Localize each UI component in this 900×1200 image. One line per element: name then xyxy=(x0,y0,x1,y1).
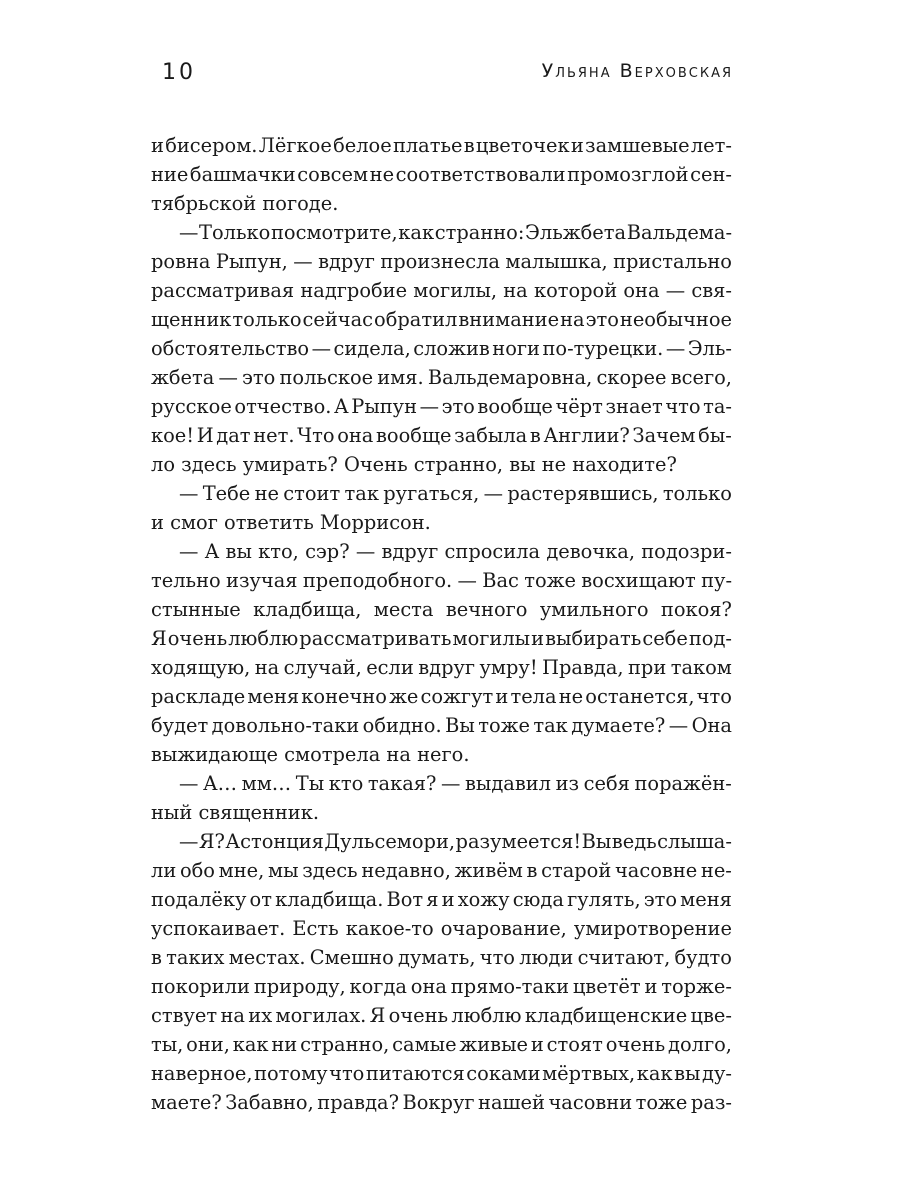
text-line: — А вы кто, сэр? — вдруг спросила девочка, подозри- xyxy=(179,540,732,563)
text-line: рассматривая надгробие могилы, на которой она — свя- xyxy=(151,279,732,302)
text-line: выжидающе смотрела на него. xyxy=(151,743,470,766)
page-number: 10 xyxy=(162,60,196,85)
text-line: ный священник. xyxy=(151,801,320,824)
text-line: и смог ответить Моррисон. xyxy=(151,511,431,534)
running-head-author: Ульяна Верховская xyxy=(541,60,733,82)
text-line: раскладе меня конечно же сожгут и тела не останется, что xyxy=(151,685,732,708)
text-line: подалёку от кладбища. Вот я и хожу сюда гулять, это меня xyxy=(151,888,732,911)
text-line: тельно изучая преподобного. — Вас тоже восхищают пу- xyxy=(151,569,732,592)
text-line: будет довольно-таки обидно. Вы тоже так думаете? — Она xyxy=(151,714,732,737)
text-line: маете? Забавно, правда? Вокруг нашей часовни тоже раз- xyxy=(151,1091,732,1114)
text-line: — Только посмотрите, как странно: Эльжбета Вальдема- xyxy=(179,221,732,244)
text-line: стынные кладбища, места вечного умильного покоя? xyxy=(151,598,732,621)
text-line: в таких местах. Смешно думать, что люди считают, будто xyxy=(151,946,732,969)
text-line: — Я? Астонция Дульсемори, разумеется! Вы ведь слыша- xyxy=(179,830,732,853)
text-line: ло здесь умирать? Очень странно, вы не находите? xyxy=(151,453,677,476)
text-line: — Тебе не стоит так ругаться, — растерявшись, только xyxy=(179,482,732,505)
text-line: Я очень люблю рассматривать могилы и выбирать себе под- xyxy=(151,627,732,650)
text-line: ние башмачки совсем не соответствовали промозглой сен- xyxy=(151,163,732,186)
text-line: ровна Рыпун, — вдруг произнесла малышка, пристально xyxy=(151,250,732,273)
text-line: жбета — это польское имя. Вальдемаровна, скорее всего, xyxy=(151,366,732,389)
text-line: тябрьской погоде. xyxy=(151,192,339,215)
body-text xyxy=(151,131,732,1117)
text-line: ходящую, на случай, если вдруг умру! Правда, при таком xyxy=(151,656,732,679)
text-line: успокаивает. Есть какое-то очарование, умиротворение xyxy=(151,917,732,940)
text-line: обстоятельство — сидела, сложив ноги по-турецки. — Эль- xyxy=(151,337,732,360)
text-line: и бисером. Лёгкое белое платье в цветочек и замшевые лет- xyxy=(151,134,732,157)
text-line: ли обо мне, мы здесь недавно, живём в старой часовне не- xyxy=(151,859,732,882)
text-line: ствует на их могилах. Я очень люблю кладбищенские цве- xyxy=(151,1004,732,1027)
text-line: щенник только сейчас обратил внимание на это необычное xyxy=(151,308,732,331)
running-head xyxy=(0,52,900,92)
text-line: русское отчество. А Рыпун — это вообще чёрт знает что та- xyxy=(151,395,732,418)
text-line: — А… мм… Ты кто такая? — выдавил из себя поражён- xyxy=(179,772,732,795)
text-line: кое! И дат нет. Что она вообще забыла в Англии? Зачем бы- xyxy=(151,424,732,447)
text-line: наверное, потому что питаются соками мёртвых, как вы ду- xyxy=(151,1062,732,1085)
text-line: ты, они, как ни странно, самые живые и стоят очень долго, xyxy=(151,1033,732,1056)
text-line: покорили природу, когда она прямо-таки цветёт и торже- xyxy=(151,975,732,998)
